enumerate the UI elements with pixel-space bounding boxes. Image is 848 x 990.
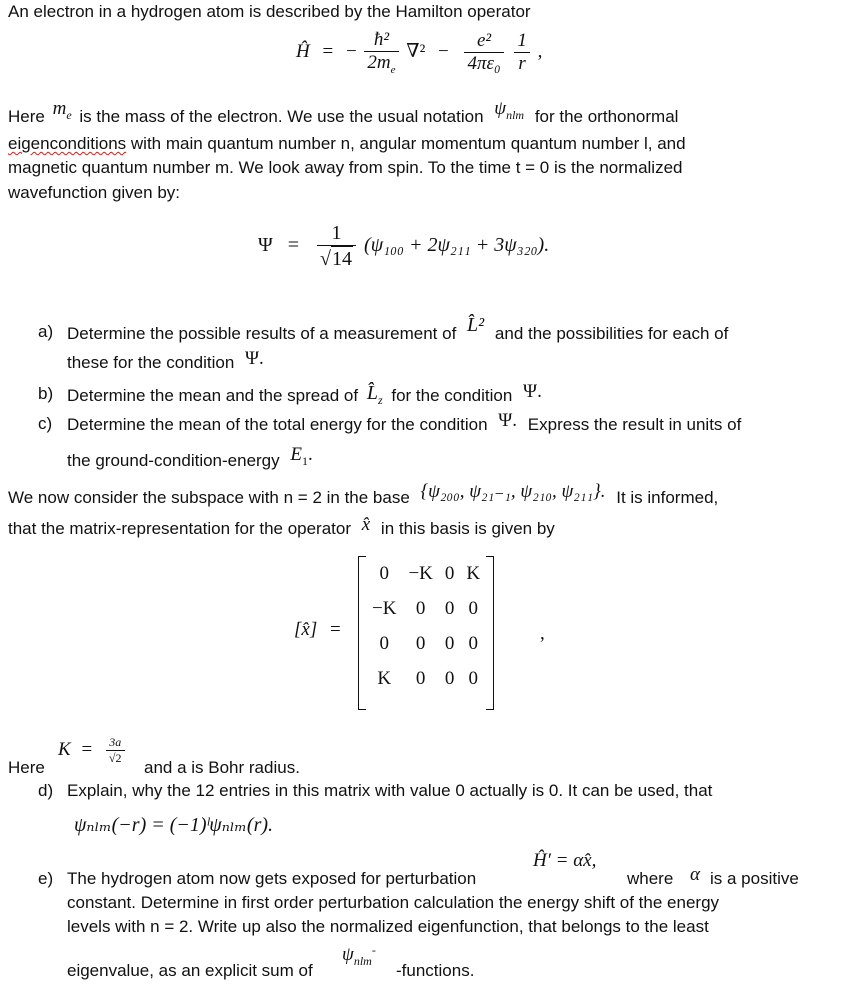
question-e-line2: constant. Determine in first order perturbation calculation the energy shift of the energy <box>67 893 720 912</box>
e1-sub: 1 <box>302 453 308 468</box>
me-sub: e <box>66 107 72 122</box>
k-fraction <box>106 736 125 765</box>
subspace-text3: that the matrix-representation for the operator <box>8 519 352 538</box>
e-squared: e² <box>464 30 503 53</box>
norm-fraction <box>317 222 356 271</box>
two-m: 2m <box>367 51 391 73</box>
matrix-cell: 0 <box>415 597 426 619</box>
matrix-cell: 0 <box>415 632 426 654</box>
question-e-text2: where <box>627 869 674 888</box>
comma: , <box>537 41 543 62</box>
here-line <box>8 98 679 131</box>
question-e-line1 <box>67 869 476 889</box>
k-symbol: K <box>58 739 71 760</box>
right-bracket <box>486 556 494 710</box>
here-text-2: for the orthonormal <box>534 107 679 126</box>
question-e-where <box>627 869 673 889</box>
question-a-text2: and the possibilities for each of <box>494 324 729 343</box>
matrix-cell: K <box>377 667 392 689</box>
matrix-cell: 0 <box>415 667 426 689</box>
here-text: is the mass of the electron. We use the usual notation <box>79 107 484 126</box>
matrix-row <box>366 661 486 696</box>
question-c-line2 <box>67 444 313 475</box>
matrix-cell: 0 <box>379 562 389 584</box>
l-squared-operator: L̂² <box>467 314 485 336</box>
question-c-text2: Express the result in units of <box>527 415 742 434</box>
question-e-text7: -functions. <box>396 961 475 980</box>
psi-final-dash: - <box>371 943 376 957</box>
question-a-label: a) <box>38 322 54 341</box>
psi-nlm-psi: ψ <box>494 98 507 119</box>
matrix-cell: 0 <box>468 632 478 654</box>
mass-subscript: e <box>390 63 396 76</box>
question-c-text3: the ground-condition-energy <box>67 451 280 470</box>
one: 1 <box>514 30 530 53</box>
wavefunction-equation <box>258 214 549 276</box>
x-operator: x̂ <box>361 514 371 535</box>
bohr-text: and a is Bohr radius. <box>144 758 300 777</box>
hbar-squared: ħ² <box>364 29 398 52</box>
matrix-cell: 0 <box>444 667 455 689</box>
matrix-lhs <box>294 619 341 641</box>
question-a-line2 <box>67 348 264 374</box>
intro-line: An electron in a hydrogen atom is described by the Hamilton operator <box>8 2 531 21</box>
perturbation-formula: Ĥ′ = αx̂, <box>533 850 597 871</box>
hamiltonian-equation <box>296 24 542 80</box>
question-b-text2: for the condition <box>391 386 513 405</box>
k-denominator: √2 <box>108 750 122 765</box>
question-a-text3: these for the condition <box>67 353 235 372</box>
question-e-label: e) <box>38 869 54 888</box>
line-5: wavefunction given by: <box>8 183 180 202</box>
matrix-cell: 0 <box>468 597 478 619</box>
parity-formula: ψₙₗₘ(−r) = (−1)ˡψₙₗₘ(r). <box>74 814 274 836</box>
matrix-row <box>366 591 486 626</box>
question-b-psi: Ψ. <box>523 381 542 402</box>
question-b-label: b) <box>38 384 54 403</box>
here-prefix: Here <box>8 107 45 126</box>
matrix-cell: 0 <box>444 632 455 654</box>
lz-sub: z <box>377 393 383 407</box>
matrix <box>358 556 494 708</box>
question-e-line4 <box>67 961 313 981</box>
minus-sign: − <box>345 41 357 62</box>
subspace-line1 <box>8 481 719 509</box>
subspace-line2 <box>8 514 555 540</box>
coulomb-fraction <box>464 30 503 76</box>
alpha-symbol: α <box>690 864 700 885</box>
subspace-text2: It is informed, <box>616 488 719 507</box>
nabla-squared: ∇² <box>406 41 426 62</box>
line-4: magnetic quantum number m. We look away from spin. To the time t = 0 is the normalized <box>8 158 683 177</box>
k-definition <box>58 734 128 766</box>
question-b-line <box>67 381 542 410</box>
question-a-line1 <box>67 314 729 345</box>
matrix-cell: 0 <box>379 632 389 654</box>
line-3 <box>8 134 686 154</box>
subspace-text4: in this basis is given by <box>380 519 555 538</box>
wf-equals: = <box>287 234 300 256</box>
e1-e: E <box>290 444 302 465</box>
lz-l: L̂ <box>366 382 378 404</box>
minus-sign-2: − <box>438 41 449 62</box>
basis-set: {ψ₂₀₀, ψ₂₁₋₁, ψ₂₁₀, ψ₂₁₁}. <box>420 481 606 502</box>
question-d-label: d) <box>38 781 54 800</box>
r-symbol: r <box>518 52 526 74</box>
matrix-table <box>366 556 486 696</box>
k-equals: = <box>81 739 93 760</box>
question-c-psi: Ψ. <box>498 410 518 431</box>
me-symbol <box>52 98 72 122</box>
question-e-text3: is a positive <box>710 869 799 888</box>
question-e-text6: eigenvalue, as an explicit sum of <box>67 961 313 980</box>
matrix-comma: , <box>540 623 545 644</box>
line-3-rest: with main quantum number n, angular momentum quantum number l, and <box>130 134 686 153</box>
question-c-text1: Determine the mean of the total energy for the condition <box>67 415 488 434</box>
k-numerator: 3a <box>106 736 125 751</box>
question-b-text1: Determine the mean and the spread of <box>67 386 359 405</box>
e1-symbol <box>290 444 313 468</box>
question-d-text: Explain, why the 12 entries in this matrix with value 0 actually is 0. It can be used, that <box>67 781 713 800</box>
left-bracket <box>358 556 366 710</box>
here-bohr-prefix: Here <box>8 758 45 777</box>
four-pi-eps: 4πε₀ <box>467 52 501 74</box>
question-c-line1 <box>67 410 742 436</box>
matrix-cell: −K <box>372 597 397 619</box>
subspace-text1: We now consider the subspace with n = 2 in the base <box>8 488 410 507</box>
matrix-equals: = <box>329 619 341 640</box>
matrix-lhs-symbol: [x̂] <box>294 619 318 640</box>
psi-nlm-sub: nlm <box>506 107 525 122</box>
psi-final-sub: nlm <box>353 953 372 968</box>
question-e-line3: levels with n = 2. Write up also the normalized eigenfunction, that belongs to the least <box>67 917 709 936</box>
hamiltonian-lhs: Ĥ <box>296 41 310 62</box>
lz-operator <box>366 382 383 407</box>
sqrt-value: 14 <box>332 247 353 270</box>
matrix-cell: 0 <box>444 562 455 584</box>
sqrt-sign: √ <box>320 247 332 270</box>
equals-sign: = <box>322 41 334 62</box>
me-m: m <box>52 98 67 119</box>
psi-nlm-symbol <box>494 98 525 122</box>
e1-dot: . <box>308 444 313 465</box>
question-a-text1: Determine the possible results of a measurement of <box>67 324 457 343</box>
matrix-cell: 0 <box>468 667 478 689</box>
question-c-label: c) <box>38 414 53 433</box>
matrix-row <box>366 556 486 591</box>
matrix-cell: −K <box>408 562 433 584</box>
matrix-cell: 0 <box>444 597 455 619</box>
matrix-row <box>366 626 486 661</box>
matrix-cell: K <box>466 562 481 584</box>
one-over-r <box>514 30 530 76</box>
question-e-text1: The hydrogen atom now gets exposed for perturbation <box>67 869 477 888</box>
kinetic-fraction <box>364 29 398 77</box>
question-a-psi: Ψ. <box>245 348 264 369</box>
eigenconditions-word: eigenconditions <box>8 134 127 153</box>
psi-capital: Ψ <box>258 234 273 256</box>
norm-numerator: 1 <box>317 222 356 246</box>
psi-nlm-final <box>342 944 376 969</box>
psi-final-psi: ψ <box>342 944 354 965</box>
wavefunction-body: (ψ₁₀₀ + 2ψ₂₁₁ + 3ψ₃₂₀). <box>364 234 550 256</box>
